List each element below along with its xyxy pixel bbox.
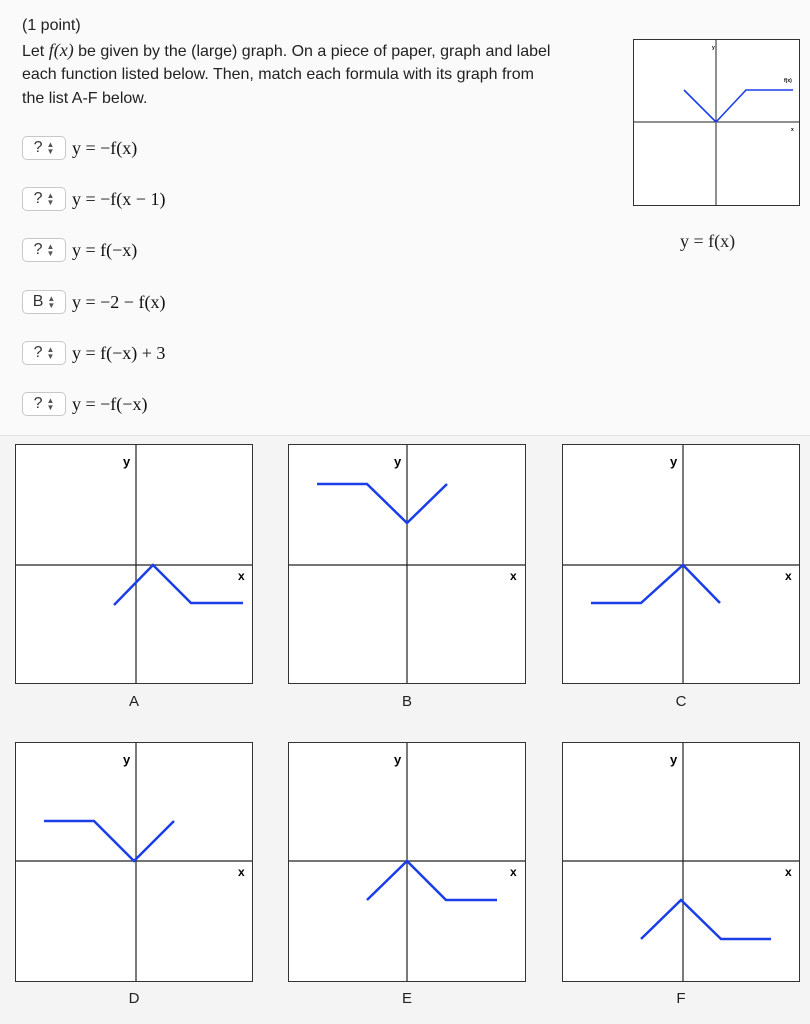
choice-graph-a [15, 444, 253, 684]
choice-label-d: D [128, 990, 140, 1007]
answer-select-value: ? [33, 139, 43, 156]
problem-line-1-rest: be given by the (large) graph. On a piece of paper, graph and label [78, 43, 551, 60]
answer-formula: y = −f(x) [72, 137, 138, 158]
curve-label: f(x) [784, 78, 792, 84]
choice-graph-e [288, 742, 526, 982]
x-axis-label: x [238, 865, 245, 879]
select-arrows-icon: ▲ ▼ [46, 140, 55, 156]
x-axis-label: x [510, 865, 517, 879]
answer-row [22, 391, 147, 417]
answer-select[interactable] [22, 392, 66, 416]
answer-row [22, 237, 137, 263]
choice-graph-b [288, 444, 526, 684]
y-axis-label: y [123, 454, 131, 469]
answer-formula: y = −f(−x) [72, 393, 148, 414]
graph-curve [641, 900, 771, 939]
answer-select-value: ? [33, 395, 43, 412]
answer-select[interactable] [22, 187, 66, 211]
f-curve [684, 90, 793, 122]
answer-row [22, 135, 137, 161]
select-arrows-icon: ▲ ▼ [46, 242, 55, 258]
graph-curve [591, 565, 720, 603]
reference-graph [633, 39, 800, 206]
graph-curve [367, 861, 497, 900]
y-axis-label: y [394, 454, 402, 469]
answer-select-value: ? [33, 344, 43, 361]
y-axis-label: y [670, 454, 678, 469]
answer-select-value: B [32, 293, 44, 310]
x-axis-label: x [785, 865, 792, 879]
answer-row [22, 289, 165, 315]
choice-label-a: A [128, 693, 139, 710]
answer-formula: y = f(−x) [72, 239, 138, 260]
problem-line-1 [22, 39, 550, 63]
x-axis-label: x [785, 569, 792, 583]
problem-line-3: the list A-F below. [22, 90, 148, 107]
x-axis-label: x [791, 127, 794, 133]
y-axis-label: y [712, 45, 715, 51]
problem-let: Let [22, 43, 45, 60]
answer-select[interactable] [22, 341, 66, 365]
choice-label-c: C [675, 693, 687, 710]
answer-select[interactable] [22, 290, 66, 314]
answer-select-value: ? [33, 190, 43, 207]
select-arrows-icon: ▲ ▼ [46, 396, 55, 412]
points-label: (1 point) [22, 17, 81, 34]
y-axis-label: y [670, 752, 678, 767]
x-axis-label: x [238, 569, 245, 583]
choice-label-e: E [401, 990, 412, 1007]
answer-formula: y = f(−x) + 3 [72, 342, 166, 363]
answer-select[interactable] [22, 238, 66, 262]
answer-formula: y = −2 − f(x) [72, 291, 166, 312]
choice-label-f: F [676, 990, 686, 1007]
x-axis-label: x [510, 569, 517, 583]
reference-caption: y = f(x) [680, 231, 736, 251]
answer-select-value: ? [33, 241, 43, 258]
graph-curve [317, 484, 447, 523]
choice-graph-c [562, 444, 800, 684]
choice-graph-f [562, 742, 800, 982]
choice-label-b: B [401, 693, 412, 710]
answer-row [22, 340, 165, 366]
problem-fx: f(x) [48, 40, 74, 60]
select-arrows-icon: ▲ ▼ [46, 191, 55, 207]
select-arrows-icon: ▲ ▼ [46, 345, 55, 361]
problem-line-2: each function listed below. Then, match each formula with its graph from [22, 66, 534, 83]
y-axis-label: y [394, 752, 402, 767]
select-arrows-icon: ▲ ▼ [47, 294, 56, 310]
graph-curve [44, 821, 174, 861]
y-axis-label: y [123, 752, 131, 767]
answer-row [22, 186, 165, 212]
answer-select[interactable] [22, 136, 66, 160]
graph-curve [114, 565, 243, 605]
answer-formula: y = −f(x − 1) [72, 188, 166, 209]
choice-graph-d [15, 742, 253, 982]
